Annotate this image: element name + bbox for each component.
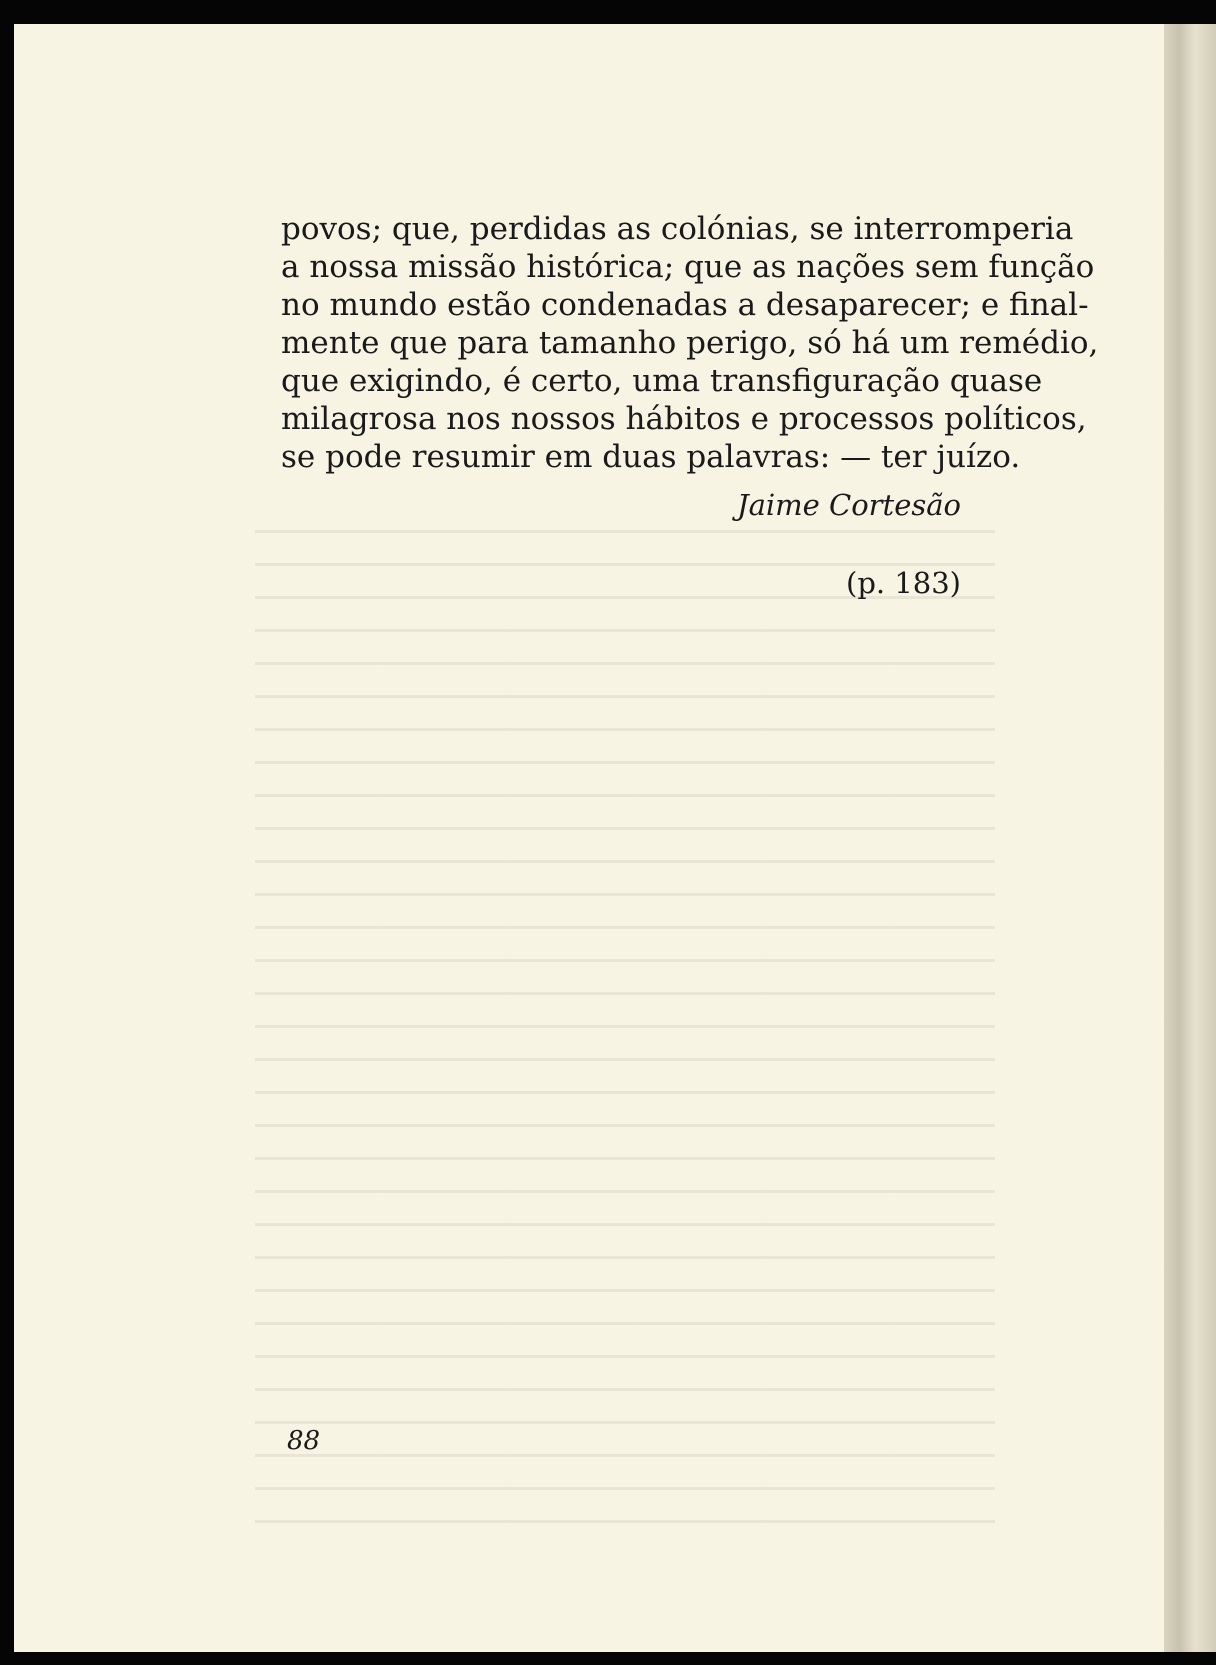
body-line: no mundo estão condenadas a desaparecer; e final- (281, 287, 1089, 323)
page-number: 88 (287, 1426, 321, 1456)
body-line: se pode resumir em duas palavras: — ter juízo. (281, 439, 1021, 475)
page-edge (1164, 24, 1216, 1652)
body-text (281, 210, 1099, 476)
body-line: que exigindo, é certo, uma transfiguração quase (281, 363, 1043, 399)
body-line: povos; que, perdidas as colónias, se interromperia (281, 211, 1074, 247)
body-line: milagrosa nos nossos hábitos e processos políticos, (281, 401, 1087, 437)
body-line: a nossa missão histórica; que as nações sem função (281, 249, 1095, 285)
show-through-text (255, 530, 995, 1530)
body-line: mente que para tamanho perigo, só há um remédio, (281, 325, 1099, 361)
author-signature: Jaime Cortesão (736, 488, 961, 522)
page-reference: (p. 183) (846, 566, 961, 600)
